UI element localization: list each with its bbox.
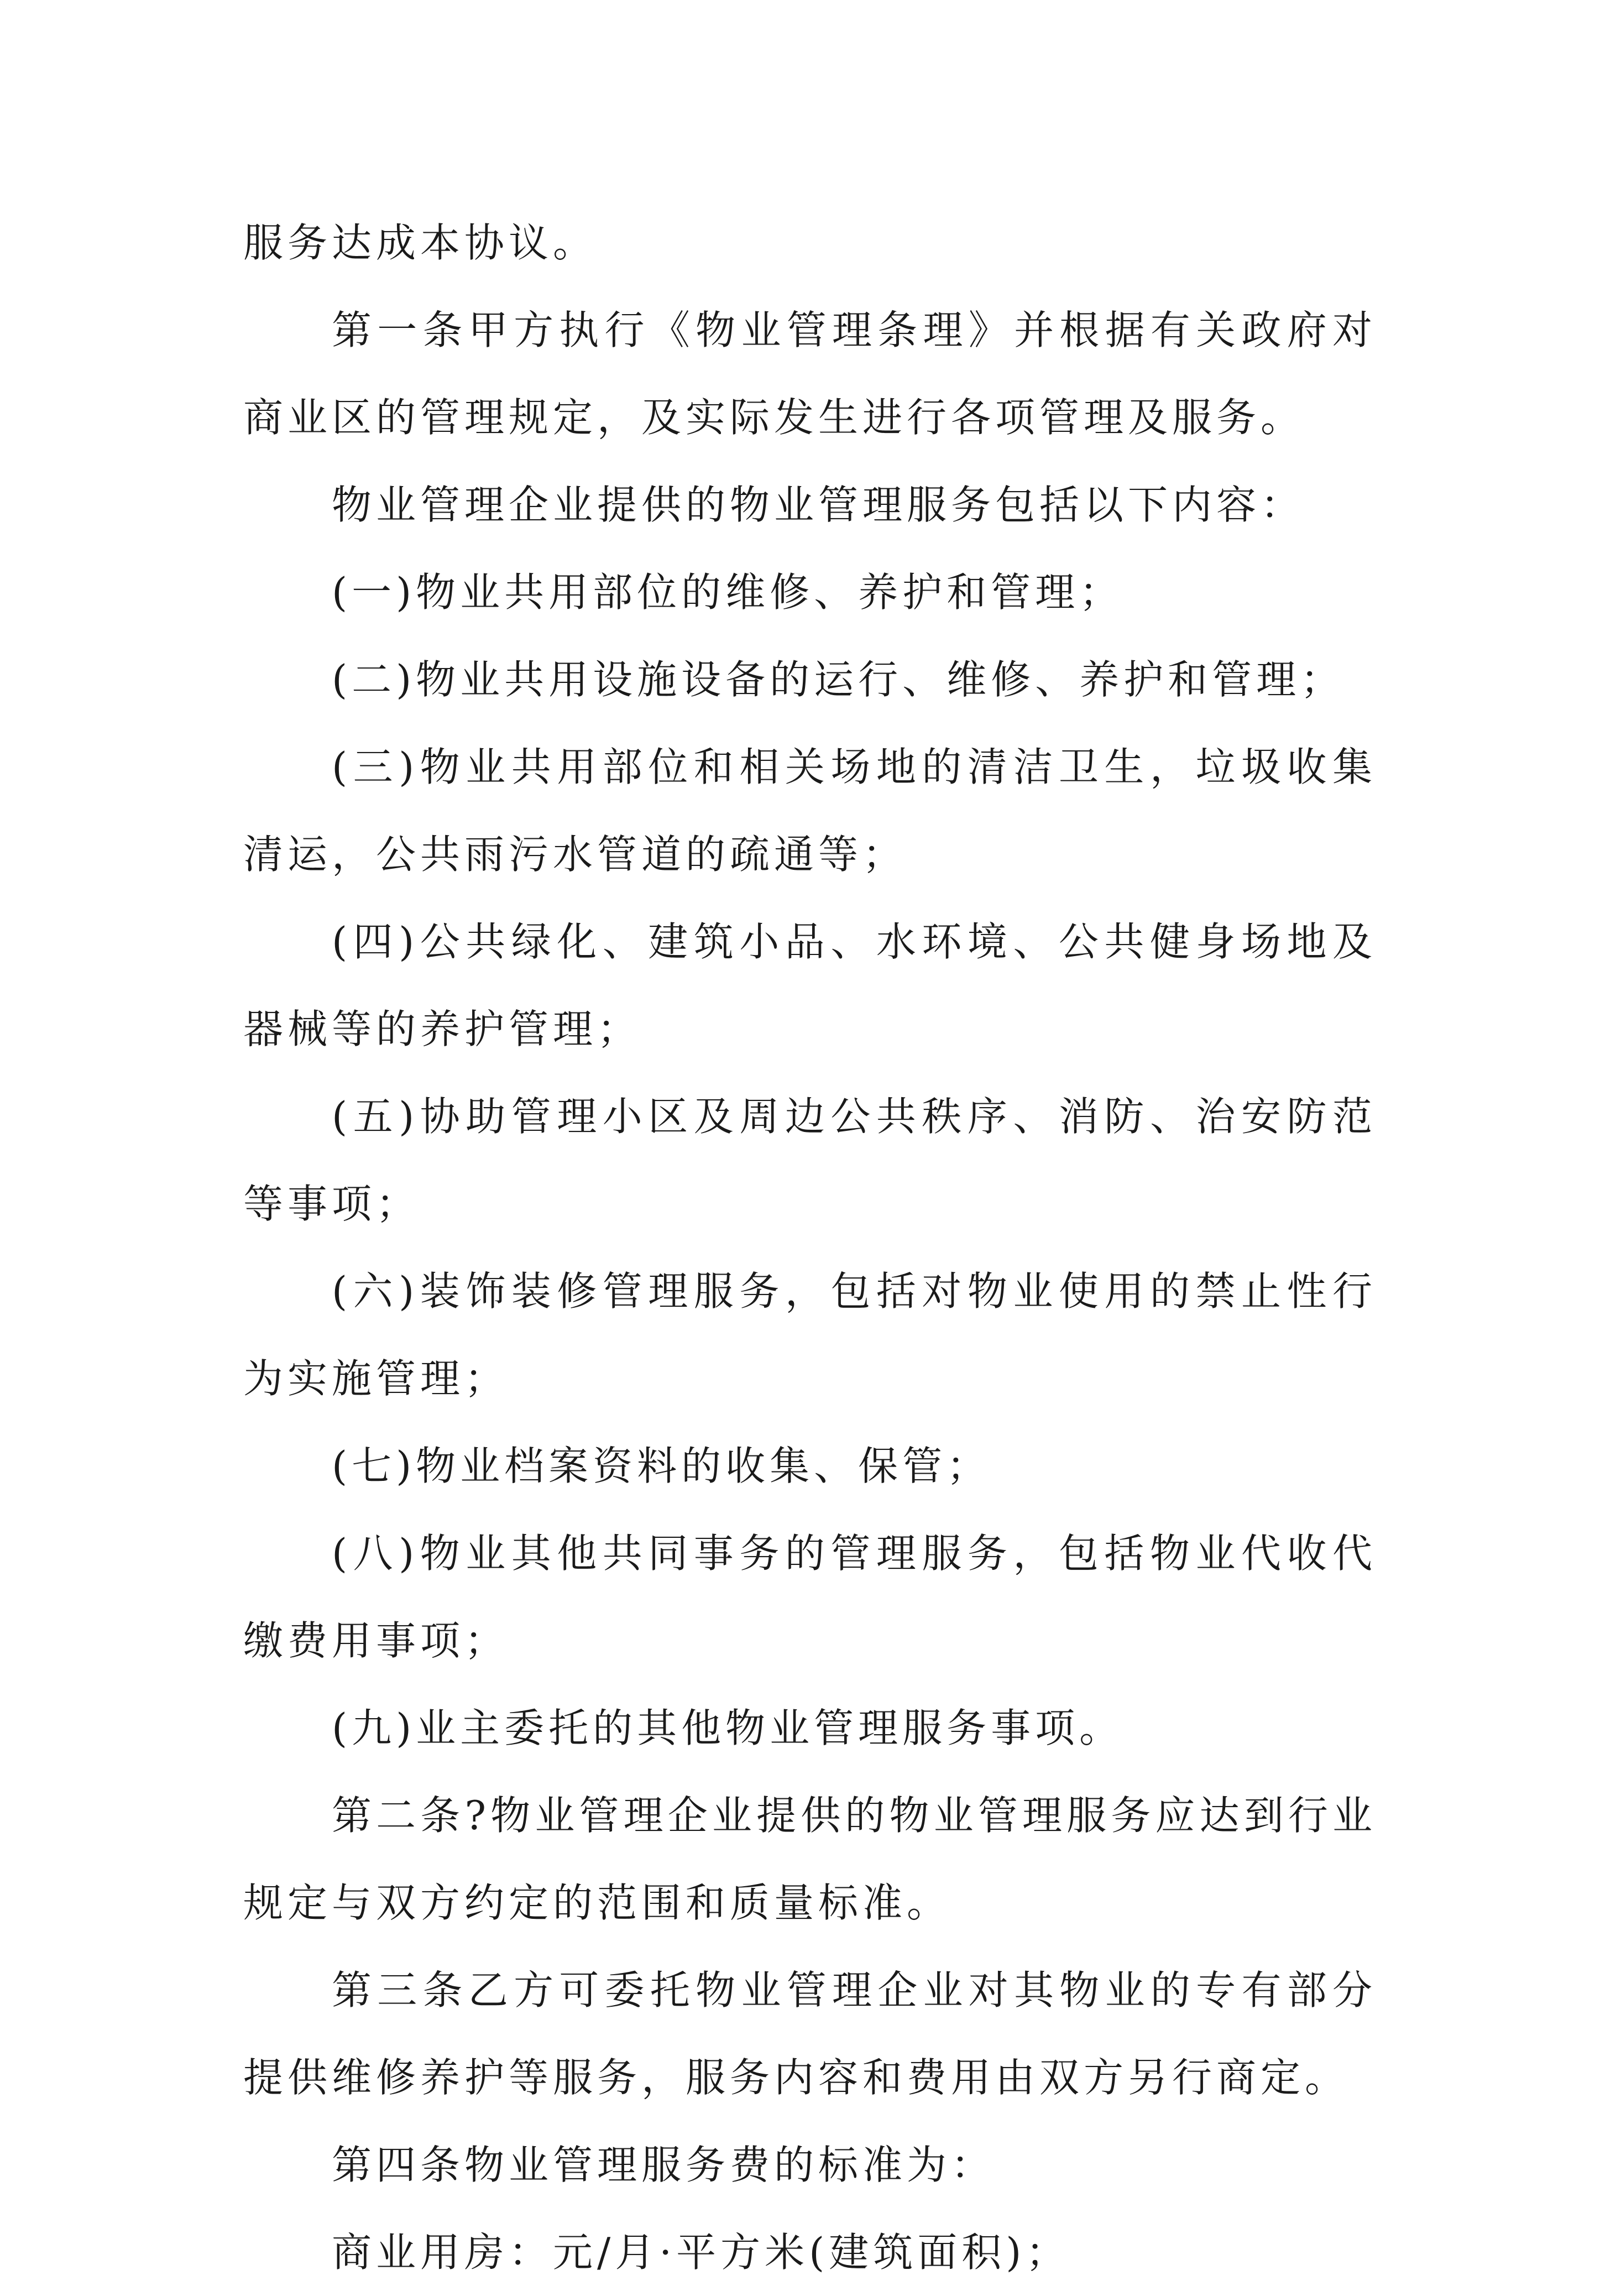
list-item-8: (八)物业其他共同事务的管理服务，包括物业代收代缴费用事项； bbox=[243, 1530, 1377, 1664]
list-item-4: (四)公共绿化、建筑小品、水环境、公共健身场地及器械等的养护管理； bbox=[243, 919, 1377, 1052]
paragraph-article-1: 第一条甲方执行《物业管理条理》并根据有关政府对商业区的管理规定，及实际发生进行各项管理及服务。 bbox=[243, 307, 1377, 441]
list-item-7: (七)物业档案资料的收集、保管； bbox=[332, 1443, 991, 1489]
paragraph-services-intro: 物业管理企业提供的物业管理服务包括以下内容： bbox=[332, 482, 1305, 528]
paragraph-continuation: 服务达成本协议。 bbox=[243, 220, 598, 266]
document-body bbox=[243, 199, 1377, 2296]
list-item-9: (九)业主委托的其他物业管理服务事项。 bbox=[332, 1705, 1124, 1751]
paragraph-article-3: 第三条乙方可委托物业管理企业对其物业的专有部分提供维修养护等服务，服务内容和费用由双方另行商定。 bbox=[243, 1967, 1377, 2101]
paragraph-article-2: 第二条?物业管理企业提供的物业管理服务应达到行业规定与双方约定的范围和质量标准。 bbox=[243, 1792, 1377, 1926]
list-item-2: (二)物业共用设施设备的运行、维修、养护和管理； bbox=[332, 656, 1345, 703]
list-item-1: (一)物业共用部位的维修、养护和管理； bbox=[332, 569, 1124, 615]
paragraph-commercial-rate: 商业用房：元/月·平方米(建筑面积)； bbox=[332, 2229, 1070, 2276]
list-item-3: (三)物业共用部位和相关场地的清洁卫生，垃圾收集清运，公共雨污水管道的疏通等； bbox=[243, 744, 1377, 878]
list-item-5: (五)协助管理小区及周边公共秩序、消防、治安防范等事项； bbox=[243, 1093, 1377, 1227]
list-item-6: (六)装饰装修管理服务，包括对物业使用的禁止性行为实施管理； bbox=[243, 1268, 1377, 1402]
paragraph-article-4: 第四条物业管理服务费的标准为： bbox=[332, 2142, 996, 2188]
